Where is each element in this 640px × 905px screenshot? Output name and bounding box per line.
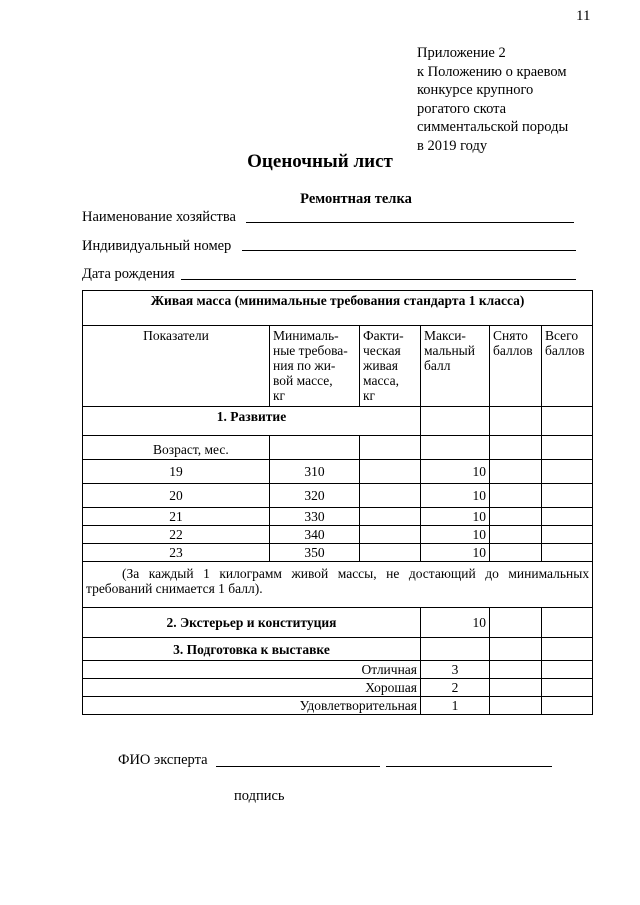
annex-line: симментальской породы bbox=[417, 119, 569, 135]
min-weight-cell: 310 bbox=[270, 460, 360, 484]
table-row bbox=[83, 679, 593, 697]
column-min-requirements: Минималь- ные требова- ния по жи- вой массе, кг bbox=[270, 326, 360, 407]
actual-weight-cell[interactable] bbox=[360, 508, 421, 526]
table-cell[interactable] bbox=[421, 638, 490, 661]
column-actual-weight: Факти- ческая живая масса, кг bbox=[360, 326, 421, 407]
annex-line: конкурсе крупного bbox=[417, 82, 534, 98]
table-cell[interactable] bbox=[490, 436, 542, 460]
expert-name-line[interactable] bbox=[216, 766, 380, 767]
prep-label: Удовлетворительная bbox=[83, 697, 421, 715]
column-deducted: Снято баллов bbox=[490, 326, 542, 407]
signature-caption: подпись bbox=[234, 788, 285, 804]
max-score-cell: 10 bbox=[421, 526, 490, 544]
birth-date-label: Дата рождения bbox=[82, 266, 175, 282]
age-label: Возраст, мес. bbox=[83, 436, 270, 460]
table-row bbox=[83, 460, 593, 484]
total-cell[interactable] bbox=[542, 484, 593, 508]
evaluation-table bbox=[82, 290, 593, 715]
table-row bbox=[83, 508, 593, 526]
annex-line: Приложение 2 bbox=[417, 45, 506, 61]
annex-line: в 2019 году bbox=[417, 137, 488, 154]
table-cell[interactable] bbox=[421, 436, 490, 460]
table-cell[interactable] bbox=[542, 407, 593, 436]
max-score-cell: 10 bbox=[421, 544, 490, 562]
expert-name-label: ФИО эксперта bbox=[118, 752, 208, 768]
document-title: Оценочный лист bbox=[247, 151, 393, 172]
prep-score: 3 bbox=[421, 661, 490, 679]
annex-line: рогатого скота bbox=[417, 100, 507, 117]
table-cell[interactable] bbox=[490, 679, 542, 697]
table-cell[interactable] bbox=[542, 697, 593, 715]
max-score-cell: 10 bbox=[421, 460, 490, 484]
actual-weight-cell[interactable] bbox=[360, 526, 421, 544]
actual-weight-cell[interactable] bbox=[360, 460, 421, 484]
table-cell[interactable] bbox=[490, 608, 542, 638]
table-row bbox=[83, 697, 593, 715]
deducted-cell[interactable] bbox=[490, 460, 542, 484]
section-show-prep: 3. Подготовка к выставке bbox=[83, 638, 421, 661]
section-exterior: 2. Экстерьер и конституция bbox=[83, 608, 421, 638]
age-cell: 21 bbox=[83, 508, 270, 526]
deducted-cell[interactable] bbox=[490, 508, 542, 526]
column-max-score: Макси- мальный балл bbox=[421, 326, 490, 407]
expert-signature-line[interactable] bbox=[386, 766, 552, 767]
table-cell[interactable] bbox=[490, 661, 542, 679]
age-cell: 22 bbox=[83, 526, 270, 544]
farm-name-label: Наименование хозяйства bbox=[82, 209, 236, 225]
actual-weight-cell[interactable] bbox=[360, 484, 421, 508]
table-cell[interactable] bbox=[490, 638, 542, 661]
section-development: 1. Развитие bbox=[83, 407, 421, 436]
min-weight-cell: 340 bbox=[270, 526, 360, 544]
table-row bbox=[83, 661, 593, 679]
table-cell[interactable] bbox=[490, 407, 542, 436]
min-weight-cell: 330 bbox=[270, 508, 360, 526]
max-score-cell: 10 bbox=[421, 484, 490, 508]
page-number: 11 bbox=[576, 8, 591, 24]
table-cell[interactable] bbox=[542, 638, 593, 661]
max-score-cell: 10 bbox=[421, 508, 490, 526]
total-cell[interactable] bbox=[542, 460, 593, 484]
document-subtitle: Ремонтная телка bbox=[300, 191, 412, 207]
table-cell[interactable] bbox=[542, 436, 593, 460]
column-indicators: Показатели bbox=[83, 326, 270, 407]
prep-label: Отличная bbox=[83, 661, 421, 679]
prep-score: 1 bbox=[421, 697, 490, 715]
deducted-cell[interactable] bbox=[490, 544, 542, 562]
prep-score: 2 bbox=[421, 679, 490, 697]
prep-label: Хорошая bbox=[83, 679, 421, 697]
age-cell: 20 bbox=[83, 484, 270, 508]
table-header: Живая масса (минимальные требования стандарта 1 класса) bbox=[83, 291, 593, 326]
table-row bbox=[83, 544, 593, 562]
min-weight-cell: 350 bbox=[270, 544, 360, 562]
total-cell[interactable] bbox=[542, 526, 593, 544]
farm-name-line[interactable] bbox=[246, 222, 574, 223]
table-cell[interactable] bbox=[542, 679, 593, 697]
annex-note bbox=[417, 44, 568, 155]
table-row bbox=[83, 526, 593, 544]
deducted-cell[interactable] bbox=[490, 526, 542, 544]
min-weight-cell: 320 bbox=[270, 484, 360, 508]
table-cell[interactable] bbox=[421, 407, 490, 436]
deducted-cell[interactable] bbox=[490, 484, 542, 508]
age-cell: 23 bbox=[83, 544, 270, 562]
table-cell[interactable] bbox=[270, 436, 360, 460]
table-cell[interactable] bbox=[542, 608, 593, 638]
annex-line: к Положению о краевом bbox=[417, 63, 567, 80]
actual-weight-cell[interactable] bbox=[360, 544, 421, 562]
exterior-max-score: 10 bbox=[421, 608, 490, 638]
note-row: (За каждый 1 килограмм живой массы, не достающий до минимальных требований снимается 1 балл). bbox=[83, 562, 593, 608]
total-cell[interactable] bbox=[542, 544, 593, 562]
individual-number-label: Индивидуальный номер bbox=[82, 238, 232, 254]
table-row bbox=[83, 484, 593, 508]
birth-date-line[interactable] bbox=[181, 279, 576, 280]
age-cell: 19 bbox=[83, 460, 270, 484]
table-cell[interactable] bbox=[360, 436, 421, 460]
table-cell[interactable] bbox=[490, 697, 542, 715]
table-cell[interactable] bbox=[542, 661, 593, 679]
column-total: Всего баллов bbox=[542, 326, 593, 407]
individual-number-line[interactable] bbox=[242, 250, 576, 251]
total-cell[interactable] bbox=[542, 508, 593, 526]
